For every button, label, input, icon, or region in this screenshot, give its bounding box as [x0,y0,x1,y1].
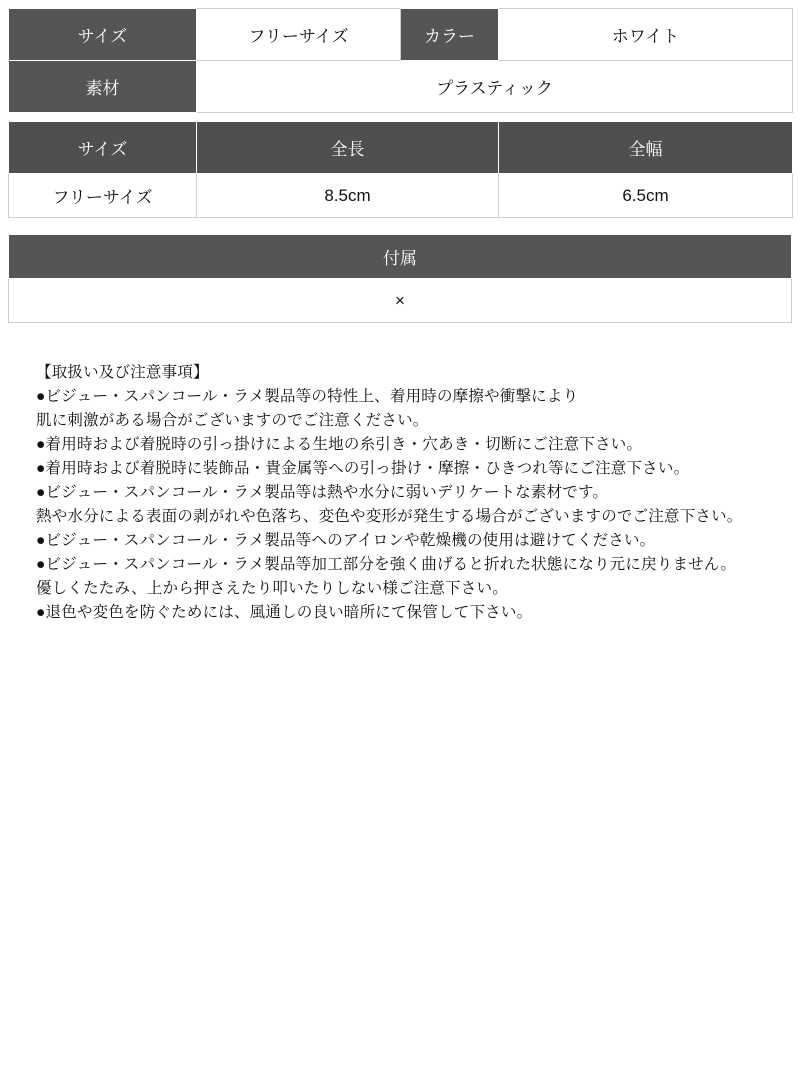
notes-line: ●退色や変色を防ぐためには、風通しの良い暗所にて保管して下さい。 [36,604,533,622]
notes-title: 【取扱い及び注意事項】 [36,364,209,381]
notes-line: ●ビジュー・スパンコール・ラメ製品等へのアイロンや乾燥機の使用は避けてください。 [36,532,656,550]
spec-value-material: プラスティック [197,61,793,113]
table-header-row [9,122,793,174]
notes-line: ●着用時および着脱時の引っ掛けによる生地の糸引き・穴あき・切断にご注意下さい。 [36,436,643,454]
attachment-value: × [9,279,792,323]
notes-line: ●着用時および着脱時に装飾品・貴金属等への引っ掛け・摩擦・ひきつれ等にご注意下さい。 [36,460,690,478]
size-header-width: 全幅 [499,122,793,174]
notes-line: 熱や水分による表面の剥がれや色落ち、変色や変形が発生する場合がございますのでご注意下さい。 [36,508,743,526]
notes-line: ●ビジュー・スパンコール・ラメ製品等加工部分を強く曲げると折れた状態になり元に戻りません。 [36,556,737,574]
attachment-table [8,234,792,323]
size-header-length: 全長 [197,122,499,174]
table-row [9,279,792,323]
size-table [8,121,793,218]
spec-label-size: サイズ [9,9,197,61]
spec-table [8,8,793,113]
spec-label-material: 素材 [9,61,197,113]
size-cell-size: フリーサイズ [9,174,197,218]
size-header-size: サイズ [9,122,197,174]
spec-value-color: ホワイト [499,9,793,61]
notes-line: 優しくたたみ、上から押さえたり叩いたりしない様ご注意下さい。 [36,580,508,598]
notes-line: ●ビジュー・スパンコール・ラメ製品等の特性上、着用時の摩擦や衝撃により [36,388,579,406]
notes-line: ●ビジュー・スパンコール・ラメ製品等は熱や水分に弱いデリケートな素材です。 [36,484,609,502]
notes-line: 肌に刺激がある場合がございますのでご注意ください。 [36,412,429,430]
spec-value-size: フリーサイズ [197,9,401,61]
table-row [9,61,793,113]
size-cell-length: 8.5cm [197,174,499,218]
table-row [9,9,793,61]
table-row [9,174,793,218]
table-header-row [9,235,792,279]
spec-label-color: カラー [401,9,499,61]
attachment-header: 付属 [9,235,792,279]
notes-block [36,361,792,625]
size-cell-width: 6.5cm [499,174,793,218]
